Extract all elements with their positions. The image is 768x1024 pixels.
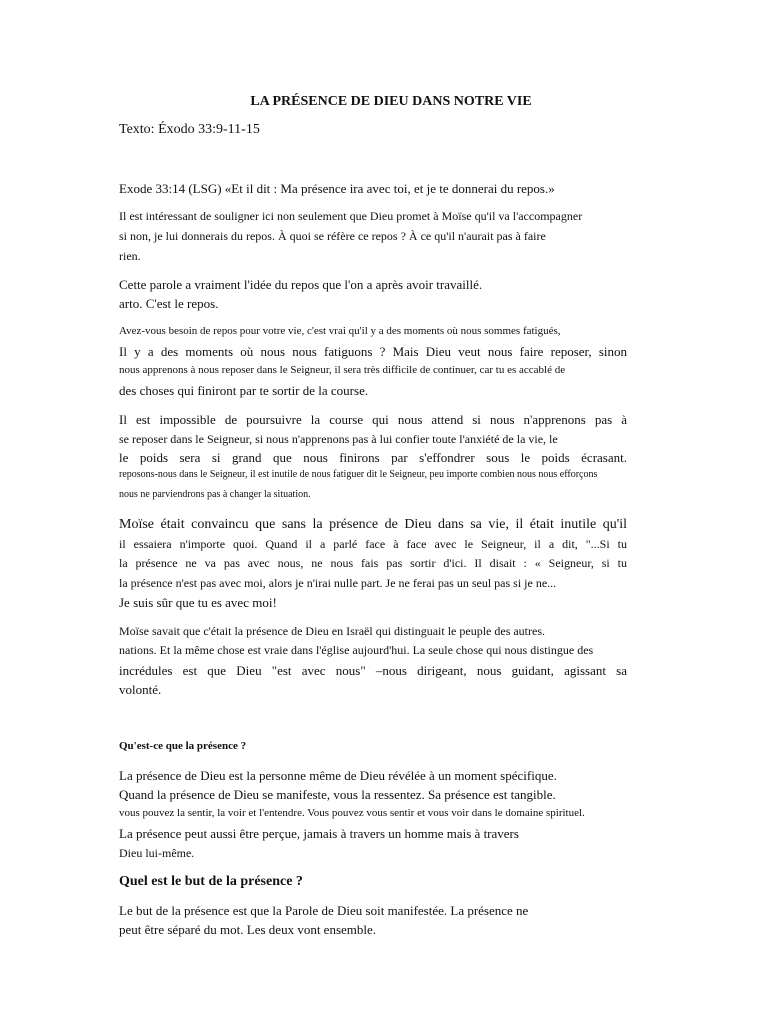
paragraph-line: Dieu lui-même. (119, 846, 195, 860)
paragraph-line: Il est intéressant de souligner ici non seulement que Dieu promet à Moïse qu'il va l'accompagner (119, 209, 583, 223)
paragraph-line: la présence n'est pas avec moi, alors je n'irai nulle part. Je ne ferai pas un seul pas si je ne... (119, 576, 557, 590)
paragraph-line: Cette parole a vraiment l'idée du repos que l'on a après avoir travaillé. (119, 277, 483, 292)
paragraph-line: reposons-nous dans le Seigneur, il est inutile de nous fatiguer dit le Seigneur, peu importe combien nous nous efforçons (119, 469, 598, 480)
paragraph-line: incrédules est que Dieu "est avec nous" –nous dirigeant, nous guidant, agissant sa (119, 663, 627, 678)
paragraph-line: vous pouvez la sentir, la voir et l'entendre. Vous pouvez vous sentir et vous voir dans le domaine spirituel. (119, 807, 585, 819)
paragraph-line: Moïse savait que c'était la présence de Dieu en Israël qui distinguait le peuple des autres. (119, 624, 546, 638)
paragraph-line: peut être séparé du mot. Les deux vont ensemble. (119, 922, 377, 937)
paragraph-line: le poids sera si grand que nous finirons par s'effondrer sous le poids écrasant. (119, 450, 627, 465)
paragraph-line: se reposer dans le Seigneur, si nous n'apprenons pas à lui confier toute l'anxiété de la vie, le (119, 432, 558, 446)
paragraph-line: Quand la présence de Dieu se manifeste, vous la ressentez. Sa présence est tangible. (119, 787, 556, 802)
paragraph-line: Il y a des moments où nous nous fatiguons ? Mais Dieu veut nous faire reposer, sinon (119, 344, 627, 359)
paragraph-line: nous apprenons à nous reposer dans le Seigneur, il sera très difficile de continuer, car tu es accablé de (119, 364, 566, 376)
paragraph-line: La présence peut aussi être perçue, jamais à travers un homme mais à travers (119, 826, 519, 841)
section-heading: Quel est le but de la présence ? (119, 874, 303, 889)
paragraph-line: volonté. (119, 682, 162, 697)
page-title: LA PRÉSENCE DE DIEU DANS NOTRE VIE (250, 94, 532, 109)
paragraph-line: La présence de Dieu est la personne même de Dieu révélée à un moment spécifique. (119, 768, 557, 783)
paragraph-line: Moïse était convaincu que sans la présence de Dieu dans sa vie, il était inutile qu'il (119, 517, 627, 532)
paragraph-line: des choses qui finiront par te sortir de la course. (119, 383, 369, 398)
paragraph-line: arto. C'est le repos. (119, 296, 219, 311)
paragraph-line: rien. (119, 249, 141, 263)
paragraph-line: nous ne parviendrons pas à changer la situation. (119, 489, 311, 500)
paragraph-line: la présence ne va pas avec nous, ne nous fais pas sortir d'ici. Il disait : « Seigneur, si tu (119, 556, 627, 570)
paragraph-line: si non, je lui donnerais du repos. À quoi se réfère ce repos ? À ce qu'il n'aurait pas à faire (119, 229, 546, 243)
paragraph-line: Je suis sûr que tu es avec moi! (119, 595, 277, 610)
verse-line: Exode 33:14 (LSG) «Et il dit : Ma présence ira avec toi, et je te donnerai du repos.» (119, 181, 555, 196)
paragraph-line: il essaiera n'importe quoi. Quand il a parlé face à face avec le Seigneur, il a dit, "...Si tu (119, 537, 627, 551)
paragraph-line: Il est impossible de poursuivre la course qui nous attend si nous n'apprenons pas à (119, 412, 627, 427)
paragraph-line: nations. Et la même chose est vraie dans l'église aujourd'hui. La seule chose qui nous distingue des (119, 643, 594, 657)
paragraph-line: Le but de la présence est que la Parole de Dieu soit manifestée. La présence ne (119, 903, 529, 918)
text-reference: Texto: Éxodo 33:9-11-15 (119, 122, 260, 137)
paragraph-line: Avez-vous besoin de repos pour votre vie, c'est vrai qu'il y a des moments où nous sommes fatigués, (119, 325, 561, 337)
section-heading: Qu'est-ce que la présence ? (119, 740, 247, 752)
